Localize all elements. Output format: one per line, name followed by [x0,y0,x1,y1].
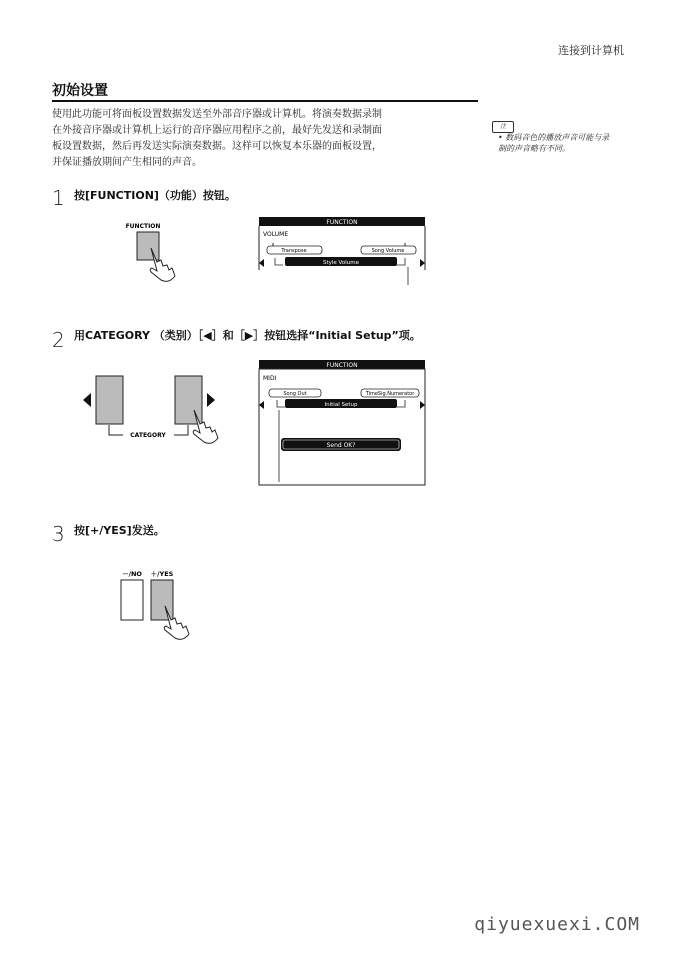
step-number: 3 [52,522,65,546]
category-left-arrow-icon [83,393,91,407]
category-right-arrow-icon [207,393,215,407]
no-button-label: －/NO [122,570,142,578]
note-text [498,121,633,154]
lcd-left-arrow-icon [259,401,264,409]
intro-line: 并保证播放期间产生相同的声音。 [52,157,202,168]
watermark: qiyuexuexi.COM [474,914,640,935]
category-right-button[interactable] [175,376,202,424]
lcd-left-item: Transpose [281,248,307,254]
lcd-right-arrow-icon [420,401,425,409]
lcd-right-item: TimeSig.Numerator [365,391,415,397]
no-button[interactable] [121,580,143,620]
lcd-header: FUNCTION [326,219,358,226]
lcd-display-step1 [255,215,430,287]
step-text: 按[FUNCTION]（功能）按钮。 [74,189,236,202]
yes-no-buttons-illustration [112,568,197,648]
lcd-left-item: Song Out [283,391,307,397]
function-button-label: FUNCTION [125,223,161,230]
lcd-prompt: Send OK? [326,442,356,449]
step-text: 按[+/YES]发送。 [74,524,165,537]
intro-line: 板设置数据，然后再发送实际演奏数据。这样可以恢复本乐器的面板设置， [52,141,382,152]
category-buttons-illustration [78,370,228,455]
lcd-selected: Initial Setup [324,402,358,408]
title-rule [52,100,478,102]
step-number: 1 [52,186,65,210]
note-line: 制的声音略有不同。 [498,144,570,153]
yes-button-label: ＋/YES [150,570,174,578]
intro-paragraph [52,107,472,171]
step-text: 用CATEGORY （类别）［◀］和［▶］按钮选择“Initial Setup”项。 [74,329,421,342]
function-button-illustration [125,218,185,288]
lcd-left-arrow-icon [259,259,264,267]
lcd-display-step2 [255,358,430,490]
intro-line: 使用此功能可将面板设置数据发送至外部音序器或计算机。将演奏数据录制 [52,109,382,120]
intro-line: 在外接音序器或计算机上运行的音序器应用程序之前，最好先发送和录制面 [52,125,382,136]
lcd-group: VOLUME [263,231,289,238]
lcd-group: MIDI [263,375,277,382]
note-icon: 注 [492,121,514,133]
step-number: 2 [52,328,65,352]
lcd-selected: Style Volume [322,260,360,266]
note-line: • 数码音色的播放声音可能与录 [498,133,610,142]
lcd-header: FUNCTION [326,362,358,369]
lcd-right-arrow-icon [420,259,425,267]
section-title: 初始设置 [52,83,108,99]
category-label: CATEGORY [130,432,166,439]
function-button[interactable] [137,232,159,260]
yes-button[interactable] [151,580,173,620]
category-left-button[interactable] [96,376,123,424]
lcd-right-item: Song Volume [371,248,405,254]
chapter-header: 连接到计算机 [558,44,624,57]
